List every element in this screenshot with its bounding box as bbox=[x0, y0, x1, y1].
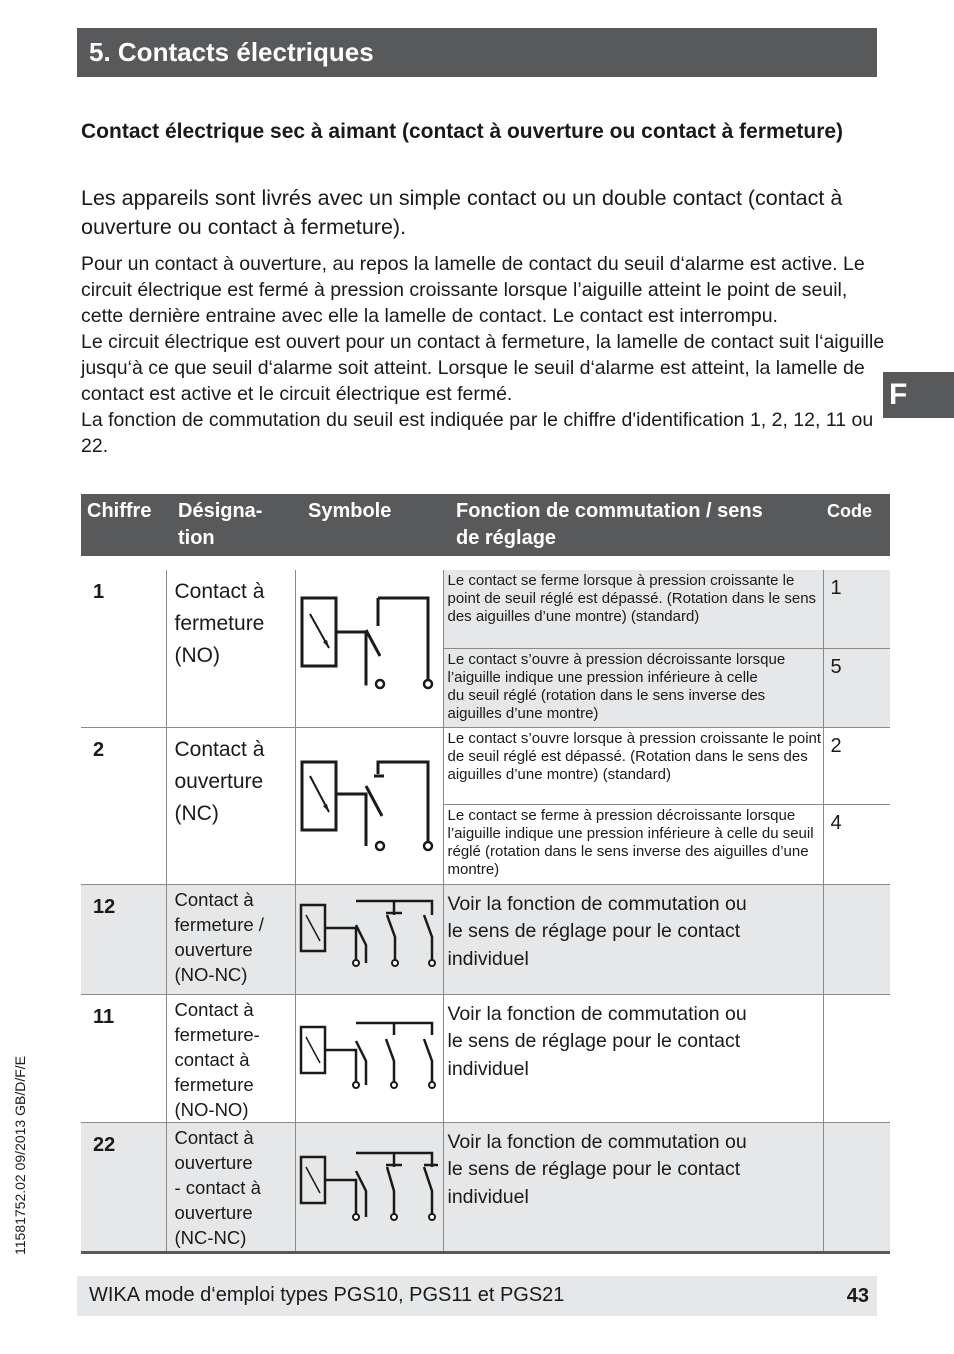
cell-chiffre: 22 bbox=[81, 1122, 166, 1252]
document-code: 11581752.02 09/2013 GB/D/F/E bbox=[12, 1056, 28, 1255]
header-code: Code bbox=[827, 501, 872, 521]
paragraph: Le circuit électrique est ouvert pour un contact à fermeture, la lamelle de contact suit l‘aiguille jusqu‘à ce que seuil d‘alarme soit atteint. Lorsque le seuil d‘alarme est atteint, la lamelle de contact est active et le circuit électrique est fermé. bbox=[81, 331, 885, 405]
cell-code bbox=[823, 884, 890, 994]
symbol-nc-nc bbox=[295, 1122, 443, 1252]
cell-code: 1 bbox=[823, 570, 890, 648]
symbol-no-nc bbox=[295, 884, 443, 994]
table-header bbox=[81, 494, 890, 556]
section-title: 5. Contacts électriques bbox=[77, 28, 877, 77]
symbol-no bbox=[295, 570, 443, 727]
paragraph: La fonction de commutation du seuil est indiquée par le chiffre d'identification 1, 2, 12, 11 ou 22. bbox=[81, 409, 874, 457]
header-symbole: Symbole bbox=[308, 500, 392, 522]
footer-text: WIKA mode d‘emploi types PGS10, PGS11 et PGS21 bbox=[89, 1284, 565, 1306]
cell-fonction: Le contact s’ouvre à pression décroissante lorsque l’aiguille indique une pression inférieure à celle du seuil réglé (rotation dans le sens inverse des aiguilles d’une montre) bbox=[443, 648, 823, 727]
cell-fonction: Le contact se ferme lorsque à pression croissante le point de seuil réglé est dépassé. (Rotation dans le sens des aiguilles d’une montre) (standard) bbox=[443, 570, 823, 648]
language-tab: F bbox=[883, 372, 954, 418]
cell-designation: Contact à fermeture- contact à fermeture (NO-NO) bbox=[166, 994, 295, 1122]
cell-chiffre: 1 bbox=[81, 570, 166, 727]
no-contact-symbol bbox=[296, 570, 444, 726]
cell-chiffre: 12 bbox=[81, 884, 166, 994]
table-row bbox=[81, 570, 890, 648]
header-designation: Désigna- tion bbox=[178, 500, 263, 549]
cell-fonction: Voir la fonction de commutation ou le sens de réglage pour le contact individuel bbox=[443, 884, 823, 994]
cell-fonction: Le contact s’ouvre lorsque à pression croissante le point de seuil réglé est dépassé. (Rotation dans le sens des aiguilles d’une montre) (standard) bbox=[443, 727, 823, 804]
footer bbox=[77, 1276, 877, 1316]
cell-designation: Contact à fermeture (NO) bbox=[166, 570, 295, 727]
contacts-table bbox=[81, 570, 890, 1254]
header-chiffre: Chiffre bbox=[87, 500, 152, 522]
header-fonction: Fonction de commutation / sens de réglage bbox=[456, 500, 763, 549]
body-text bbox=[81, 251, 886, 459]
cell-designation: Contact à ouverture (NC) bbox=[166, 727, 295, 884]
subheading: Contact électrique sec à aimant (contact à ouverture ou contact à fermeture) bbox=[81, 120, 844, 143]
cell-code bbox=[823, 994, 890, 1122]
cell-fonction: Le contact se ferme à pression décroissante lorsque l’aiguille indique une pression inférieure à celle du seuil réglé (rotation dans le sens inverse des aiguilles d’une montre) bbox=[443, 804, 823, 884]
cell-designation: Contact à ouverture - contact à ouverture (NC-NC) bbox=[166, 1122, 295, 1252]
cell-chiffre: 11 bbox=[81, 994, 166, 1122]
cell-code: 4 bbox=[823, 804, 890, 884]
cell-fonction: Voir la fonction de commutation ou le sens de réglage pour le contact individuel bbox=[443, 994, 823, 1122]
nc-contact-symbol bbox=[296, 728, 444, 884]
cell-chiffre: 2 bbox=[81, 727, 166, 884]
no-nc-contact-symbol bbox=[296, 885, 444, 993]
paragraph: Pour un contact à ouverture, au repos la lamelle de contact du seuil d‘alarme est active. Le circuit électrique est fermé à pression croissante lorsque l’aiguille atteint le point de seuil, cette dernière entraine avec elle la lamelle de contact. Le contact est interrompu. bbox=[81, 253, 865, 327]
lead-paragraph: Les appareils sont livrés avec un simple contact ou un double contact (contact à ouverture ou contact à fermeture). bbox=[81, 186, 843, 239]
cell-code: 5 bbox=[823, 648, 890, 727]
cell-designation: Contact à fermeture / ouverture (NO-NC) bbox=[166, 884, 295, 994]
table-row bbox=[81, 727, 890, 804]
cell-code: 2 bbox=[823, 727, 890, 804]
symbol-no-no bbox=[295, 994, 443, 1122]
cell-code bbox=[823, 1122, 890, 1252]
no-no-contact-symbol bbox=[296, 995, 444, 1119]
table-row bbox=[81, 884, 890, 994]
cell-fonction: Voir la fonction de commutation ou le sens de réglage pour le contact individuel bbox=[443, 1122, 823, 1252]
page-number: 43 bbox=[846, 1285, 869, 1307]
symbol-nc bbox=[295, 727, 443, 884]
table-row bbox=[81, 1122, 890, 1252]
nc-nc-contact-symbol bbox=[296, 1123, 444, 1249]
table-row bbox=[81, 994, 890, 1122]
